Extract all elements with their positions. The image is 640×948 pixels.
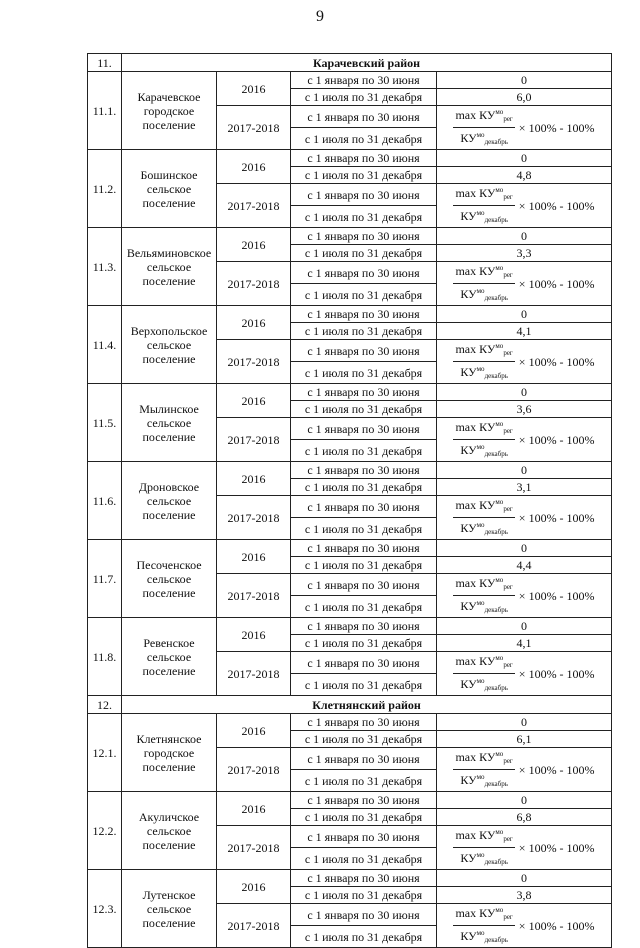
year-range: 2017-2018 bbox=[217, 574, 291, 618]
formula bbox=[437, 496, 611, 539]
formula-numerator-sub: рег bbox=[503, 583, 513, 591]
value-2016-second-half: 4,4 bbox=[437, 557, 612, 574]
period-first-half: с 1 января по 30 июня bbox=[291, 384, 437, 401]
period-second-half: с 1 июля по 31 декабря bbox=[291, 731, 437, 748]
formula-suffix: × 100% - 100% bbox=[518, 120, 595, 135]
period-second-half: с 1 июля по 31 декабря bbox=[291, 809, 437, 826]
period-first-half: с 1 января по 30 июня bbox=[291, 106, 437, 128]
formula-fraction bbox=[453, 496, 514, 539]
formula-denominator-sup: мо bbox=[476, 773, 485, 781]
formula-cell bbox=[437, 748, 612, 792]
period-second-half: с 1 июля по 31 декабря bbox=[291, 284, 437, 306]
formula-denominator-sub: декабрь bbox=[484, 780, 508, 788]
formula-numerator bbox=[453, 496, 514, 518]
formula-denominator-text: КУ bbox=[460, 851, 477, 865]
formula-denominator-sup: мо bbox=[476, 131, 485, 139]
value-2016-first-half: 0 bbox=[437, 384, 612, 401]
formula-numerator-sup: мо bbox=[495, 654, 504, 662]
formula-fraction bbox=[453, 904, 514, 947]
period-second-half: с 1 июля по 31 декабря bbox=[291, 440, 437, 462]
year-range: 2017-2018 bbox=[217, 340, 291, 384]
formula bbox=[437, 106, 611, 149]
formula-numerator-sup: мо bbox=[495, 828, 504, 836]
formula-numerator-sup: мо bbox=[495, 906, 504, 914]
formula-numerator-sup: мо bbox=[495, 750, 504, 758]
formula-numerator-text: max КУ bbox=[455, 264, 496, 278]
formula-numerator-sup: мо bbox=[495, 186, 504, 194]
formula-numerator-sub: рег bbox=[503, 835, 513, 843]
year-2016: 2016 bbox=[217, 618, 291, 652]
period-second-half: с 1 июля по 31 декабря bbox=[291, 401, 437, 418]
formula-numerator-sup: мо bbox=[495, 264, 504, 272]
value-2016-first-half: 0 bbox=[437, 618, 612, 635]
formula-numerator bbox=[453, 106, 514, 128]
formula-numerator bbox=[453, 652, 514, 674]
formula-denominator-text: КУ bbox=[460, 287, 477, 301]
period-second-half: с 1 июля по 31 декабря bbox=[291, 596, 437, 618]
formula-fraction bbox=[453, 418, 514, 461]
period-first-half: с 1 января по 30 июня bbox=[291, 418, 437, 440]
year-2016: 2016 bbox=[217, 306, 291, 340]
settlement-number: 11.7. bbox=[88, 540, 122, 618]
formula-cell bbox=[437, 904, 612, 948]
formula-fraction bbox=[453, 574, 514, 617]
settlement-name: Песоченское сельское поселение bbox=[122, 540, 217, 618]
settlement-number: 12.1. bbox=[88, 714, 122, 792]
value-2016-second-half: 4,1 bbox=[437, 323, 612, 340]
period-second-half: с 1 июля по 31 декабря bbox=[291, 848, 437, 870]
year-2016: 2016 bbox=[217, 72, 291, 106]
year-2016: 2016 bbox=[217, 792, 291, 826]
period-second-half: с 1 июля по 31 декабря bbox=[291, 674, 437, 696]
year-range: 2017-2018 bbox=[217, 826, 291, 870]
formula-fraction bbox=[453, 652, 514, 695]
formula-suffix: × 100% - 100% bbox=[518, 198, 595, 213]
settlement-row bbox=[88, 228, 612, 245]
formula-denominator-text: КУ bbox=[460, 131, 477, 145]
formula-numerator-text: max КУ bbox=[455, 342, 496, 356]
formula-denominator bbox=[458, 518, 510, 539]
formula-denominator-sub: декабрь bbox=[484, 606, 508, 614]
formula-denominator-text: КУ bbox=[460, 521, 477, 535]
formula-numerator bbox=[453, 904, 514, 926]
settlement-name: Лутенское сельское поселение bbox=[122, 870, 217, 948]
formula-denominator-sup: мо bbox=[476, 443, 485, 451]
formula-denominator-text: КУ bbox=[460, 365, 477, 379]
formula-cell bbox=[437, 652, 612, 696]
year-range: 2017-2018 bbox=[217, 748, 291, 792]
period-first-half: с 1 января по 30 июня bbox=[291, 870, 437, 887]
formula-denominator bbox=[458, 926, 510, 947]
formula-suffix: × 100% - 100% bbox=[518, 762, 595, 777]
district-number: 11. bbox=[88, 54, 122, 72]
formula-denominator bbox=[458, 440, 510, 461]
year-2016: 2016 bbox=[217, 540, 291, 574]
formula-numerator-sub: рег bbox=[503, 505, 513, 513]
formula-cell bbox=[437, 574, 612, 618]
value-2016-first-half: 0 bbox=[437, 462, 612, 479]
formula-denominator bbox=[458, 128, 510, 149]
period-first-half: с 1 января по 30 июня bbox=[291, 72, 437, 89]
year-range: 2017-2018 bbox=[217, 496, 291, 540]
formula-denominator-sub: декабрь bbox=[484, 684, 508, 692]
formula-denominator-sub: декабрь bbox=[484, 294, 508, 302]
formula-numerator bbox=[453, 748, 514, 770]
period-second-half: с 1 июля по 31 декабря bbox=[291, 128, 437, 150]
settlement-row bbox=[88, 540, 612, 557]
year-2016: 2016 bbox=[217, 462, 291, 496]
formula-numerator-sub: рег bbox=[503, 913, 513, 921]
district-name: Клетнянский район bbox=[122, 696, 612, 714]
period-second-half: с 1 июля по 31 декабря bbox=[291, 479, 437, 496]
settlement-row bbox=[88, 72, 612, 89]
value-2016-first-half: 0 bbox=[437, 714, 612, 731]
settlement-row bbox=[88, 150, 612, 167]
period-first-half: с 1 января по 30 июня bbox=[291, 904, 437, 926]
value-2016-second-half: 3,3 bbox=[437, 245, 612, 262]
formula bbox=[437, 418, 611, 461]
formula-denominator bbox=[458, 284, 510, 305]
value-2016-first-half: 0 bbox=[437, 72, 612, 89]
formula-denominator-sup: мо bbox=[476, 599, 485, 607]
formula-numerator bbox=[453, 262, 514, 284]
period-second-half: с 1 июля по 31 декабря bbox=[291, 557, 437, 574]
formula-denominator-sup: мо bbox=[476, 677, 485, 685]
formula-numerator-sup: мо bbox=[495, 420, 504, 428]
formula-numerator-text: max КУ bbox=[455, 654, 496, 668]
value-2016-second-half: 3,1 bbox=[437, 479, 612, 496]
formula-fraction bbox=[453, 748, 514, 791]
formula-numerator bbox=[453, 184, 514, 206]
formula-numerator-sup: мо bbox=[495, 108, 504, 116]
formula-fraction bbox=[453, 106, 514, 149]
year-range: 2017-2018 bbox=[217, 904, 291, 948]
year-2016: 2016 bbox=[217, 150, 291, 184]
page-number: 9 bbox=[316, 8, 324, 25]
period-second-half: с 1 июля по 31 декабря bbox=[291, 887, 437, 904]
formula bbox=[437, 574, 611, 617]
formula-numerator-sup: мо bbox=[495, 342, 504, 350]
formula-numerator-sub: рег bbox=[503, 349, 513, 357]
value-2016-second-half: 4,8 bbox=[437, 167, 612, 184]
period-first-half: с 1 января по 30 июня bbox=[291, 150, 437, 167]
period-first-half: с 1 января по 30 июня bbox=[291, 462, 437, 479]
value-2016-first-half: 0 bbox=[437, 306, 612, 323]
formula-suffix: × 100% - 100% bbox=[518, 666, 595, 681]
settlement-number: 11.1. bbox=[88, 72, 122, 150]
formula-numerator-text: max КУ bbox=[455, 498, 496, 512]
settlement-number: 11.2. bbox=[88, 150, 122, 228]
formula-cell bbox=[437, 106, 612, 150]
formula-denominator-sub: декабрь bbox=[484, 528, 508, 536]
formula-denominator-text: КУ bbox=[460, 929, 477, 943]
settlement-row bbox=[88, 618, 612, 635]
formula-denominator-sub: декабрь bbox=[484, 450, 508, 458]
formula-cell bbox=[437, 826, 612, 870]
settlement-number: 11.3. bbox=[88, 228, 122, 306]
value-2016-first-half: 0 bbox=[437, 228, 612, 245]
formula-fraction bbox=[453, 826, 514, 869]
settlement-row bbox=[88, 306, 612, 323]
formula-numerator-sub: рег bbox=[503, 193, 513, 201]
period-second-half: с 1 июля по 31 декабря bbox=[291, 770, 437, 792]
tariff-table bbox=[87, 53, 612, 948]
formula-cell bbox=[437, 262, 612, 306]
period-second-half: с 1 июля по 31 декабря bbox=[291, 635, 437, 652]
value-2016-first-half: 0 bbox=[437, 540, 612, 557]
period-first-half: с 1 января по 30 июня bbox=[291, 792, 437, 809]
value-2016-second-half: 4,1 bbox=[437, 635, 612, 652]
formula-denominator bbox=[458, 770, 510, 791]
formula-denominator-sup: мо bbox=[476, 851, 485, 859]
formula-numerator-sup: мо bbox=[495, 498, 504, 506]
period-first-half: с 1 января по 30 июня bbox=[291, 574, 437, 596]
year-range: 2017-2018 bbox=[217, 418, 291, 462]
formula-cell bbox=[437, 340, 612, 384]
formula-suffix: × 100% - 100% bbox=[518, 354, 595, 369]
formula-denominator-text: КУ bbox=[460, 773, 477, 787]
formula-suffix: × 100% - 100% bbox=[518, 276, 595, 291]
settlement-row bbox=[88, 870, 612, 887]
period-first-half: с 1 января по 30 июня bbox=[291, 262, 437, 284]
period-first-half: с 1 января по 30 июня bbox=[291, 618, 437, 635]
formula-denominator-sup: мо bbox=[476, 209, 485, 217]
period-first-half: с 1 января по 30 июня bbox=[291, 184, 437, 206]
period-first-half: с 1 января по 30 июня bbox=[291, 228, 437, 245]
settlement-name: Дроновское сельское поселение bbox=[122, 462, 217, 540]
formula-denominator-sub: декабрь bbox=[484, 372, 508, 380]
district-row bbox=[88, 696, 612, 714]
value-2016-second-half: 3,8 bbox=[437, 887, 612, 904]
formula-denominator-sup: мо bbox=[476, 521, 485, 529]
formula-numerator-sub: рег bbox=[503, 271, 513, 279]
year-range: 2017-2018 bbox=[217, 262, 291, 306]
formula-numerator-sub: рег bbox=[503, 427, 513, 435]
formula-numerator-text: max КУ bbox=[455, 420, 496, 434]
formula-suffix: × 100% - 100% bbox=[518, 840, 595, 855]
formula-denominator bbox=[458, 206, 510, 227]
formula-fraction bbox=[453, 262, 514, 305]
period-second-half: с 1 июля по 31 декабря bbox=[291, 518, 437, 540]
period-second-half: с 1 июля по 31 декабря bbox=[291, 167, 437, 184]
district-name: Карачевский район bbox=[122, 54, 612, 72]
period-first-half: с 1 января по 30 июня bbox=[291, 340, 437, 362]
formula-numerator bbox=[453, 340, 514, 362]
value-2016-second-half: 6,0 bbox=[437, 89, 612, 106]
value-2016-first-half: 0 bbox=[437, 792, 612, 809]
formula-suffix: × 100% - 100% bbox=[518, 432, 595, 447]
year-range: 2017-2018 bbox=[217, 184, 291, 228]
period-first-half: с 1 января по 30 июня bbox=[291, 826, 437, 848]
formula-denominator bbox=[458, 362, 510, 383]
formula-cell bbox=[437, 496, 612, 540]
period-second-half: с 1 июля по 31 декабря bbox=[291, 206, 437, 228]
settlement-name: Карачевское городское поселение bbox=[122, 72, 217, 150]
formula bbox=[437, 826, 611, 869]
formula-denominator-sub: декабрь bbox=[484, 216, 508, 224]
settlement-row bbox=[88, 792, 612, 809]
settlement-name: Мылинское сельское поселение bbox=[122, 384, 217, 462]
year-2016: 2016 bbox=[217, 714, 291, 748]
settlement-name: Ревенское сельское поселение bbox=[122, 618, 217, 696]
formula bbox=[437, 340, 611, 383]
settlement-row bbox=[88, 714, 612, 731]
formula-numerator-sup: мо bbox=[495, 576, 504, 584]
district-number: 12. bbox=[88, 696, 122, 714]
formula-cell bbox=[437, 418, 612, 462]
formula-numerator bbox=[453, 418, 514, 440]
formula-numerator-text: max КУ bbox=[455, 186, 496, 200]
formula-denominator-sub: декабрь bbox=[484, 936, 508, 944]
formula-numerator-text: max КУ bbox=[455, 576, 496, 590]
settlement-name: Бошинское сельское поселение bbox=[122, 150, 217, 228]
formula-numerator bbox=[453, 826, 514, 848]
settlement-number: 11.5. bbox=[88, 384, 122, 462]
formula-denominator-text: КУ bbox=[460, 599, 477, 613]
formula-numerator bbox=[453, 574, 514, 596]
formula-numerator-sub: рег bbox=[503, 757, 513, 765]
formula-numerator-text: max КУ bbox=[455, 906, 496, 920]
settlement-row bbox=[88, 462, 612, 479]
formula-denominator bbox=[458, 848, 510, 869]
formula-denominator bbox=[458, 596, 510, 617]
formula bbox=[437, 904, 611, 947]
formula-denominator-sup: мо bbox=[476, 287, 485, 295]
settlement-row bbox=[88, 384, 612, 401]
period-second-half: с 1 июля по 31 декабря bbox=[291, 245, 437, 262]
settlement-name: Верхопольское сельское поселение bbox=[122, 306, 217, 384]
formula-numerator-sub: рег bbox=[503, 661, 513, 669]
formula-denominator-sub: декабрь bbox=[484, 858, 508, 866]
formula bbox=[437, 748, 611, 791]
formula-numerator-text: max КУ bbox=[455, 828, 496, 842]
period-first-half: с 1 января по 30 июня bbox=[291, 496, 437, 518]
period-first-half: с 1 января по 30 июня bbox=[291, 652, 437, 674]
formula-suffix: × 100% - 100% bbox=[518, 510, 595, 525]
period-second-half: с 1 июля по 31 декабря bbox=[291, 89, 437, 106]
formula-numerator-text: max КУ bbox=[455, 108, 496, 122]
settlement-number: 12.3. bbox=[88, 870, 122, 948]
period-second-half: с 1 июля по 31 декабря bbox=[291, 926, 437, 948]
formula-denominator-text: КУ bbox=[460, 209, 477, 223]
formula-numerator-sub: рег bbox=[503, 115, 513, 123]
value-2016-second-half: 3,6 bbox=[437, 401, 612, 418]
formula-denominator bbox=[458, 674, 510, 695]
year-range: 2017-2018 bbox=[217, 106, 291, 150]
year-2016: 2016 bbox=[217, 870, 291, 904]
formula-suffix: × 100% - 100% bbox=[518, 918, 595, 933]
settlement-number: 11.8. bbox=[88, 618, 122, 696]
formula-fraction bbox=[453, 340, 514, 383]
period-second-half: с 1 июля по 31 декабря bbox=[291, 323, 437, 340]
formula-suffix: × 100% - 100% bbox=[518, 588, 595, 603]
value-2016-second-half: 6,1 bbox=[437, 731, 612, 748]
formula-denominator-text: КУ bbox=[460, 443, 477, 457]
period-first-half: с 1 января по 30 июня bbox=[291, 540, 437, 557]
settlement-name: Вельяминовское сельское поселение bbox=[122, 228, 217, 306]
period-first-half: с 1 января по 30 июня bbox=[291, 748, 437, 770]
period-second-half: с 1 июля по 31 декабря bbox=[291, 362, 437, 384]
formula-numerator-text: max КУ bbox=[455, 750, 496, 764]
formula-denominator-sub: декабрь bbox=[484, 138, 508, 146]
district-row bbox=[88, 54, 612, 72]
period-first-half: с 1 января по 30 июня bbox=[291, 306, 437, 323]
year-range: 2017-2018 bbox=[217, 652, 291, 696]
formula-cell bbox=[437, 184, 612, 228]
value-2016-second-half: 6,8 bbox=[437, 809, 612, 826]
year-2016: 2016 bbox=[217, 228, 291, 262]
settlement-name: Клетнянское городское поселение bbox=[122, 714, 217, 792]
settlement-number: 11.6. bbox=[88, 462, 122, 540]
settlement-name: Акуличское сельское поселение bbox=[122, 792, 217, 870]
formula-denominator-sup: мо bbox=[476, 929, 485, 937]
settlement-number: 11.4. bbox=[88, 306, 122, 384]
formula-fraction bbox=[453, 184, 514, 227]
year-2016: 2016 bbox=[217, 384, 291, 418]
settlement-number: 12.2. bbox=[88, 792, 122, 870]
formula bbox=[437, 652, 611, 695]
formula-denominator-text: КУ bbox=[460, 677, 477, 691]
value-2016-first-half: 0 bbox=[437, 150, 612, 167]
value-2016-first-half: 0 bbox=[437, 870, 612, 887]
formula-denominator-sup: мо bbox=[476, 365, 485, 373]
formula bbox=[437, 262, 611, 305]
formula bbox=[437, 184, 611, 227]
period-first-half: с 1 января по 30 июня bbox=[291, 714, 437, 731]
